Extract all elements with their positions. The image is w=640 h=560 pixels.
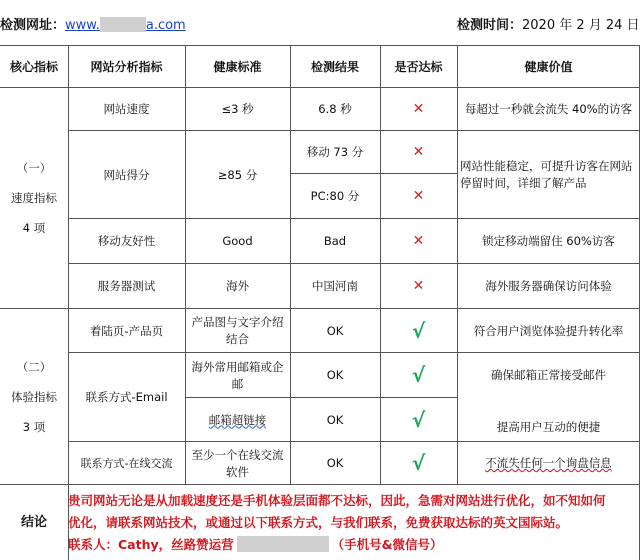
result-mobile: Bad [323, 234, 347, 248]
standard-speed: ≤3 秒 [221, 102, 254, 116]
date-value: 2020 年 2 月 24 日 [522, 18, 640, 33]
site-url-line [0, 14, 186, 33]
standard-email-b [185, 398, 290, 442]
group-experience-title: 体验指标 [11, 390, 57, 404]
standard-server: 海外 [226, 279, 249, 293]
value-chat-text: 不流失任何一个询盘信息 [485, 456, 612, 470]
result-chat: OK [326, 456, 344, 470]
site-url-suffix: a.com [145, 18, 186, 33]
fail-icon: ✕ [412, 233, 425, 249]
value-email-a: 确保邮箱正常接受邮件 [491, 368, 606, 382]
value-landing: 符合用户浏览体验提升转化率 [473, 323, 624, 338]
date-label: 检测时间： [457, 18, 523, 33]
metric-email: 联系方式-Email [85, 390, 168, 404]
standard-chat: 至少一个在线交流软件 [191, 447, 284, 479]
group-experience-number: （二） [16, 360, 52, 374]
result-score-pc: PC:80 分 [310, 189, 360, 203]
metric-score: 网站得分 [103, 167, 150, 182]
fail-icon: ✕ [412, 144, 425, 160]
conclusion-contact [68, 534, 640, 556]
conclusion-line-1: 贵司网站无论是从加载速度还是手机体验层面都不达标，因此，急需对网站进行优化，如不知如何 [68, 493, 606, 508]
conclusion-label: 结论 [20, 515, 47, 530]
metric-chat: 联系方式-在线交流 [80, 457, 173, 470]
conclusion-line-2: 优化，请联系网站技术，或通过以下联系方式，与我们联系，免费获取达标的英文国际站。 [68, 515, 569, 530]
value-chat [457, 442, 640, 485]
metric-speed: 网站速度 [103, 102, 150, 116]
group-speed-number: （一） [16, 161, 52, 175]
fail-icon: ✕ [412, 188, 425, 204]
metric-server: 服务器测试 [97, 279, 156, 293]
group-experience-count: 3 项 [22, 420, 46, 434]
site-url-prefix: www. [65, 18, 100, 33]
col-header-pass: 是否达标 [394, 59, 443, 74]
col-header-value: 健康价值 [524, 59, 573, 74]
contact-method: （手机号&微信号） [331, 537, 443, 552]
value-email-b: 提高用户互动的便捷 [496, 419, 601, 434]
check-icon: √ [411, 451, 426, 475]
fail-icon: ✕ [412, 101, 425, 117]
value-score: 网站性能稳定，可提升访客在网站停留时间，详细了解产品 [460, 159, 633, 190]
standard-email-b-text: 邮箱超链接 [208, 412, 267, 427]
metric-mobile: 移动友好性 [97, 234, 156, 248]
standard-mobile: Good [222, 234, 253, 248]
standard-email-a: 海外常用邮箱或企邮 [191, 359, 284, 391]
group-speed-label [0, 88, 68, 308]
redacted-block [100, 17, 146, 32]
value-server: 海外服务器确保访问体验 [485, 279, 612, 293]
site-label: 检测网址： [0, 18, 66, 33]
col-header-metric: 网站分析指标 [90, 59, 163, 74]
result-email-a: OK [326, 368, 344, 382]
redacted-phone-block [237, 536, 329, 552]
group-speed-count: 4 项 [22, 221, 46, 235]
col-header-result: 检测结果 [310, 59, 359, 74]
check-icon: √ [411, 318, 426, 343]
metric-landing: 着陆页-产品页 [89, 323, 164, 338]
check-icon: √ [411, 363, 426, 387]
contact-name: 联系人：Cathy，丝路赞运营 [68, 537, 234, 552]
result-email-b: OK [326, 412, 344, 427]
group-experience-label [0, 309, 68, 485]
site-url-link[interactable] [65, 18, 186, 33]
col-header-core: 核心指标 [9, 59, 58, 74]
value-speed: 每超过一秒就会流失 40%的访客 [464, 102, 633, 116]
col-header-standard: 健康标准 [213, 59, 262, 74]
result-server: 中国河南 [312, 279, 358, 293]
value-mobile: 锁定移动端留住 60%访客 [482, 234, 615, 248]
check-icon: √ [411, 407, 426, 432]
conclusion-text [68, 490, 640, 556]
check-date [457, 14, 640, 33]
standard-landing: 产品图与文字介绍结合 [191, 315, 284, 346]
fail-icon: ✕ [412, 278, 425, 294]
result-landing: OK [326, 323, 344, 338]
standard-score: ≥85 分 [217, 167, 258, 182]
result-score-mobile: 移动 73 分 [306, 145, 364, 159]
result-speed: 6.8 秒 [318, 102, 352, 116]
group-speed-title: 速度指标 [11, 191, 57, 205]
